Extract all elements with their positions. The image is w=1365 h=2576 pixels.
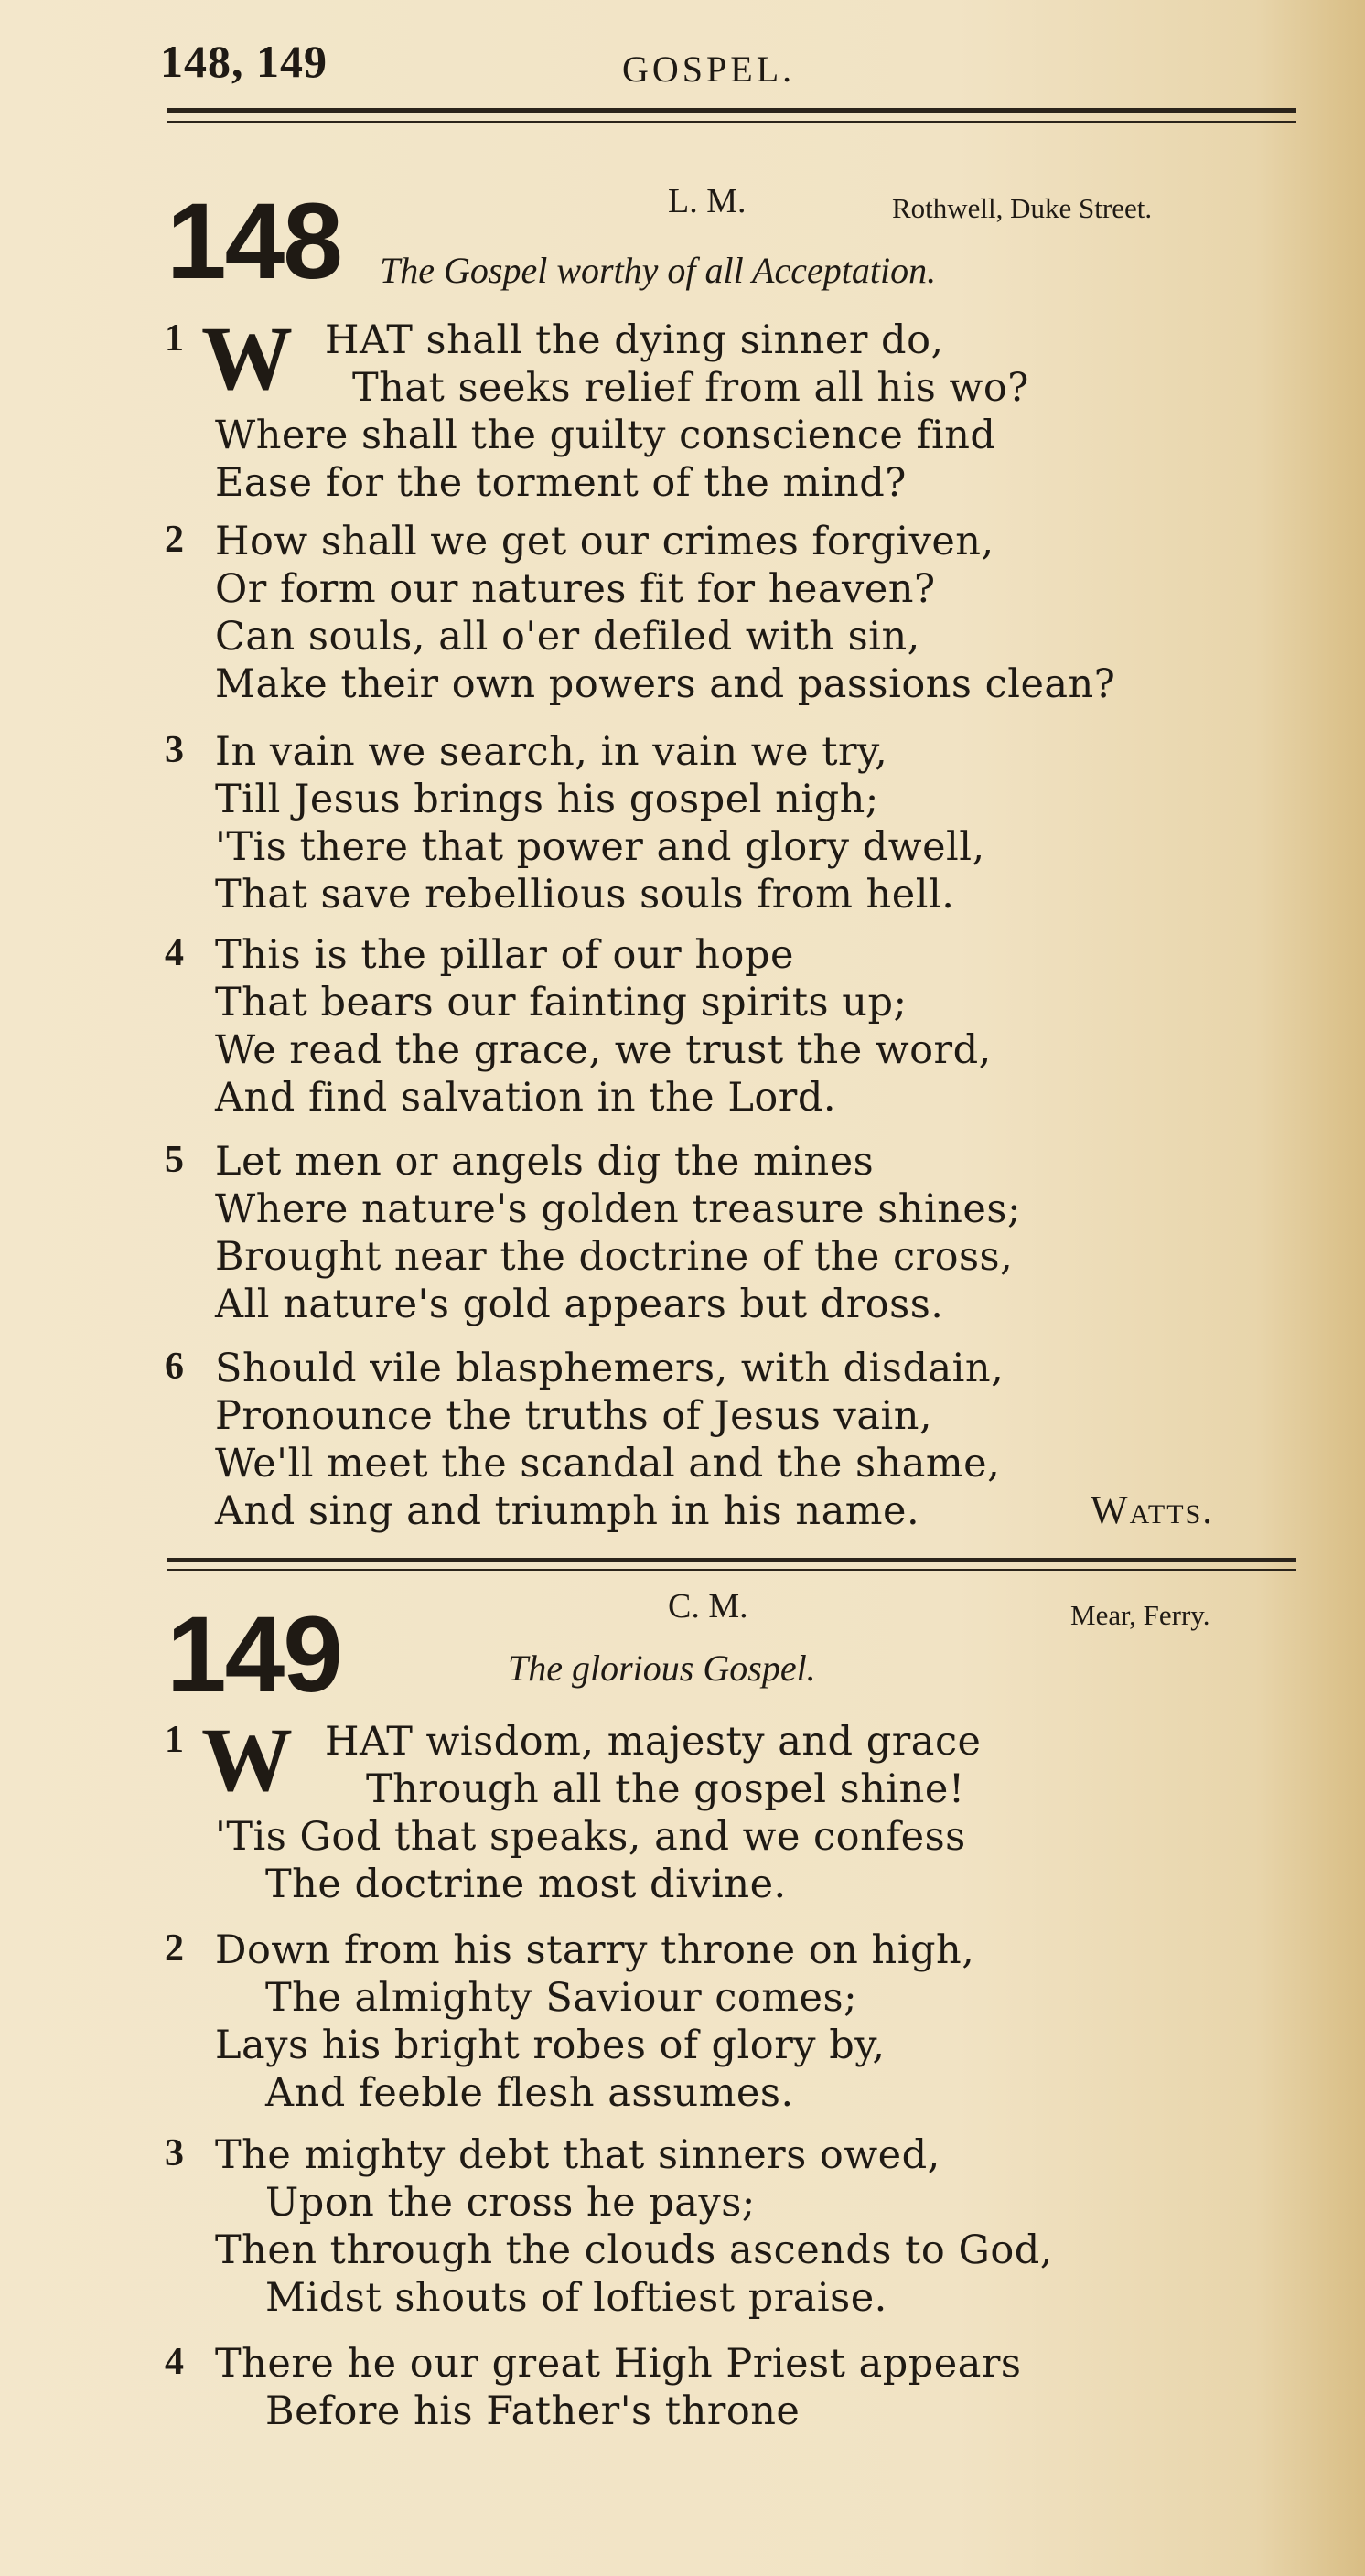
drop-capital: W bbox=[201, 307, 293, 409]
verse-number: 5 bbox=[165, 1139, 184, 1181]
verse-number: 1 bbox=[165, 317, 184, 360]
hymn-line: Should vile blasphemers, with disdain, bbox=[215, 1346, 1005, 1391]
hymn-line: There he our great High Priest appears bbox=[215, 2341, 1022, 2387]
hymn-line: Pronounce the truths of Jesus vain, bbox=[215, 1393, 933, 1439]
hymn-line: Make their own powers and passions clean? bbox=[215, 661, 1116, 707]
hymn-line: Till Jesus brings his gospel nigh; bbox=[215, 777, 879, 822]
verse-number: 6 bbox=[165, 1346, 184, 1388]
running-head bbox=[160, 35, 1295, 90]
hymn-line: Lays his bright robes of glory by, bbox=[215, 2023, 886, 2068]
hymn-author: Watts. bbox=[1091, 1489, 1215, 1532]
hymn-meter: L. M. bbox=[668, 182, 747, 220]
hymn-line: This is the pillar of our hope bbox=[215, 932, 794, 978]
page-hymn-numbers: 148, 149 bbox=[160, 36, 328, 87]
verse-number: 3 bbox=[165, 2132, 184, 2174]
hymn-title: The glorious Gospel. bbox=[508, 1648, 816, 1689]
hymn-line: How shall we get our crimes forgiven, bbox=[215, 519, 994, 564]
hymn-tunes: Rothwell, Duke Street. bbox=[892, 192, 1153, 224]
hymn-line: Upon the cross he pays; bbox=[265, 2180, 756, 2226]
hymn-line: Where shall the guilty conscience find bbox=[215, 413, 996, 458]
header-rule-thin bbox=[167, 121, 1296, 123]
drop-capital: W bbox=[201, 1709, 293, 1810]
hymn-line: Brought near the doctrine of the cross, bbox=[215, 1234, 1014, 1280]
hymn-number: 148 bbox=[167, 181, 341, 302]
hymn-line: And feeble flesh assumes. bbox=[265, 2070, 794, 2116]
hymn-line: Before his Father's throne bbox=[265, 2388, 801, 2434]
verse-number: 4 bbox=[165, 932, 184, 974]
verse-number: 2 bbox=[165, 1927, 184, 1970]
verse-number: 3 bbox=[165, 729, 184, 771]
verse-number: 2 bbox=[165, 519, 184, 561]
hymn-line: Let men or angels dig the mines bbox=[215, 1139, 875, 1185]
hymn-line: In vain we search, in vain we try, bbox=[215, 729, 888, 775]
page-section-title: GOSPEL. bbox=[622, 48, 796, 90]
hymn-divider-thin bbox=[167, 1569, 1296, 1571]
hymn-line: We read the grace, we trust the word, bbox=[215, 1027, 992, 1073]
hymn-line: Where nature's golden treasure shines; bbox=[215, 1186, 1021, 1232]
hymn-line: That seeks relief from all his wo? bbox=[352, 365, 1029, 411]
hymn-number: 149 bbox=[167, 1594, 341, 1715]
hymn-line: And sing and triumph in his name. bbox=[215, 1488, 920, 1534]
hymn-line: That bears our fainting spirits up; bbox=[215, 980, 908, 1025]
hymn-line: Then through the clouds ascends to God, bbox=[215, 2227, 1053, 2273]
verse-number: 1 bbox=[165, 1719, 184, 1761]
hymn-line: We'll meet the scandal and the shame, bbox=[215, 1441, 1001, 1487]
header-rule bbox=[167, 108, 1296, 113]
hymn-line: That save rebellious souls from hell. bbox=[215, 872, 955, 918]
hymn-tunes: Mear, Ferry. bbox=[1070, 1599, 1210, 1631]
hymn-meter: C. M. bbox=[668, 1587, 748, 1626]
hymn-line: Ease for the torment of the mind? bbox=[215, 460, 907, 506]
hymn-line: Or form our natures fit for heaven? bbox=[215, 566, 936, 612]
hymn-line: Down from his starry throne on high, bbox=[215, 1927, 975, 1973]
hymn-line: The almighty Saviour comes; bbox=[265, 1975, 858, 2021]
hymn-line: HAT shall the dying sinner do, bbox=[325, 317, 944, 363]
hymn-line: And find salvation in the Lord. bbox=[215, 1075, 837, 1121]
hymn-line: HAT wisdom, majesty and grace bbox=[325, 1719, 982, 1765]
hymn-line: 'Tis God that speaks, and we confess bbox=[215, 1814, 966, 1860]
hymn-line: All nature's gold appears but dross. bbox=[215, 1282, 944, 1327]
hymn-line: Through all the gospel shine! bbox=[366, 1766, 965, 1812]
hymn-line: The doctrine most divine. bbox=[265, 1862, 787, 1907]
hymn-divider bbox=[167, 1558, 1296, 1562]
hymn-line: Midst shouts of loftiest praise. bbox=[265, 2275, 887, 2321]
hymn-line: Can souls, all o'er defiled with sin, bbox=[215, 614, 920, 660]
hymn-line: The mighty debt that sinners owed, bbox=[215, 2132, 940, 2178]
hymn-line: 'Tis there that power and glory dwell, bbox=[215, 824, 985, 870]
verse-number: 4 bbox=[165, 2341, 184, 2383]
hymn-title: The Gospel worthy of all Acceptation. bbox=[380, 250, 937, 291]
